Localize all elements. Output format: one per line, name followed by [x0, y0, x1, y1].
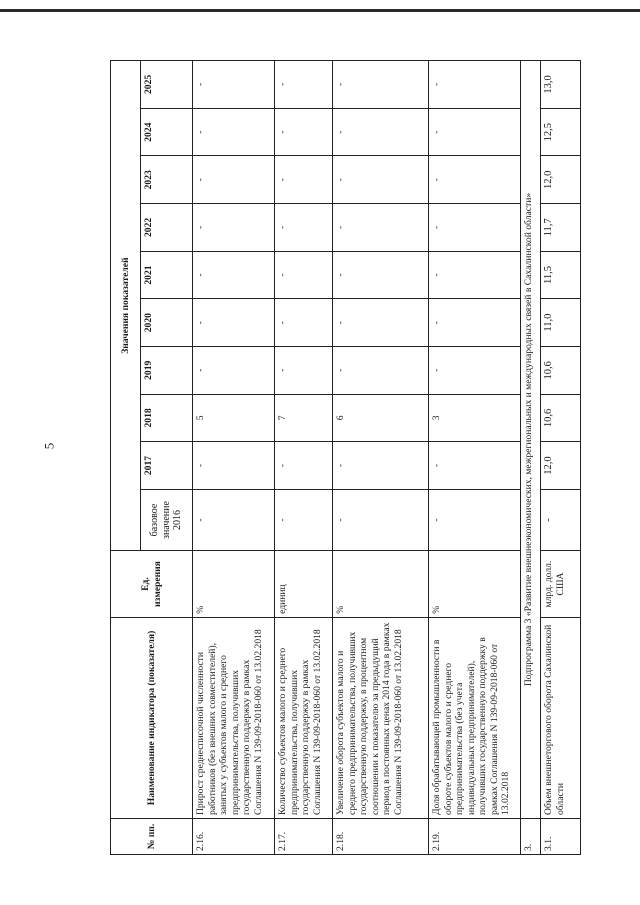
header-year: 2019: [141, 346, 193, 394]
row-value: -: [275, 204, 333, 252]
table-row: [333, 61, 429, 855]
subprogram-num: 3.: [521, 819, 541, 855]
row-value: -: [275, 299, 333, 347]
row-base: -: [541, 489, 581, 550]
row-name: Объем внешнеторгового оборота Сахалинской области: [541, 617, 581, 818]
row-base: -: [429, 489, 521, 550]
row-value: -: [193, 299, 275, 347]
row-value: -: [275, 442, 333, 490]
subprogram-title: Подпрограмма 3 «Развитие внешнеэкономических, межрегиональных и международных связей в Сахалинской области»: [521, 61, 541, 819]
indicator-table: [110, 60, 581, 855]
row-value: -: [333, 61, 429, 109]
row-value: -: [429, 251, 521, 299]
row-base: -: [193, 489, 275, 550]
row-value: -: [429, 204, 521, 252]
row-value: 13,0: [541, 61, 581, 109]
row-value: 10,6: [541, 346, 581, 394]
row-num: 3.1.: [541, 819, 581, 855]
row-value: -: [193, 61, 275, 109]
table-row: [541, 61, 581, 855]
table-row: [275, 61, 333, 855]
row-value: -: [275, 156, 333, 204]
row-value: -: [429, 299, 521, 347]
header-unit: Ед. измерения: [111, 551, 193, 618]
row-name: Прирост среднесписочной численности работников (без внешних совместителей), занятых у субъектов малого и среднего предпринимательства, получивших государственную поддержку в рамках Соглашения N 139-09-2018-060 от 13.02.2018: [193, 617, 275, 818]
row-value: -: [333, 442, 429, 490]
header-num: № пп.: [111, 819, 193, 855]
indicator-table-rotated: [110, 60, 566, 855]
row-name: Доля обрабатывающей промышленности в обороте субъектов малого и среднего предпринимательства (без учета индивидуальных предпринимателей), получивших государственную поддержку в рамках Соглашения N 139-09-2018-060 от 13.02.2018: [429, 617, 521, 818]
row-value: 12,0: [541, 442, 581, 490]
row-value: -: [275, 346, 333, 394]
row-unit: %: [429, 551, 521, 618]
row-value: -: [429, 442, 521, 490]
row-value: -: [193, 204, 275, 252]
header-year: 2025: [141, 61, 193, 109]
table-row: [429, 61, 521, 855]
row-unit: %: [193, 551, 275, 618]
row-num: 2.17.: [275, 819, 333, 855]
row-num: 2.19.: [429, 819, 521, 855]
row-value: -: [193, 108, 275, 156]
row-value: 7: [275, 394, 333, 442]
row-value: -: [429, 156, 521, 204]
row-value: -: [333, 251, 429, 299]
row-value: -: [275, 108, 333, 156]
row-value: -: [193, 251, 275, 299]
row-unit: единиц: [275, 551, 333, 618]
header-year: 2017: [141, 442, 193, 490]
page-number: 5: [41, 442, 57, 450]
row-value: -: [333, 204, 429, 252]
header-year: 2018: [141, 394, 193, 442]
row-value: -: [429, 108, 521, 156]
row-name: Увеличение оборота субъектов малого и среднего предпринимательства, получивших государственную поддержку, в процентном соотношении к показателю за предыдущий период в постоянных ценах 2014 года в рамках Соглашения N 139-09-2018-060 от 13.02.2018: [333, 617, 429, 818]
row-unit: млрд. долл. США: [541, 551, 581, 618]
row-value: 11,7: [541, 204, 581, 252]
row-value: 10,6: [541, 394, 581, 442]
header-year: 2020: [141, 299, 193, 347]
header-year: 2021: [141, 251, 193, 299]
row-value: 12,5: [541, 108, 581, 156]
row-value: 3: [429, 394, 521, 442]
row-value: 5: [193, 394, 275, 442]
row-num: 2.16.: [193, 819, 275, 855]
row-value: -: [193, 156, 275, 204]
row-value: -: [333, 346, 429, 394]
row-value: -: [333, 156, 429, 204]
row-num: 2.18.: [333, 819, 429, 855]
row-value: -: [333, 108, 429, 156]
row-base: -: [275, 489, 333, 550]
row-value: 11,0: [541, 299, 581, 347]
table-row: [193, 61, 275, 855]
header-year: 2024: [141, 108, 193, 156]
header-base: базовое значение 2016: [141, 489, 193, 550]
row-value: -: [333, 299, 429, 347]
row-name: Количество субъектов малого и среднего предпринимательства, получивших государственную поддержку в рамках Соглашения N 139-09-2018-060 от 13.02.2018: [275, 617, 333, 818]
header-year: 2023: [141, 156, 193, 204]
row-value: -: [275, 251, 333, 299]
header-values: Значения показателей: [111, 61, 141, 551]
row-unit: %: [333, 551, 429, 618]
row-value: 12,0: [541, 156, 581, 204]
row-value: -: [429, 61, 521, 109]
subprogram-row: [521, 61, 541, 855]
row-base: -: [333, 489, 429, 550]
row-value: 6: [333, 394, 429, 442]
header-year: 2022: [141, 204, 193, 252]
row-value: -: [429, 346, 521, 394]
top-rule: [0, 9, 640, 12]
header-name: Наименование индикатора (показателя): [111, 617, 193, 818]
row-value: -: [193, 442, 275, 490]
row-value: -: [275, 61, 333, 109]
row-value: 11,5: [541, 251, 581, 299]
row-value: -: [193, 346, 275, 394]
